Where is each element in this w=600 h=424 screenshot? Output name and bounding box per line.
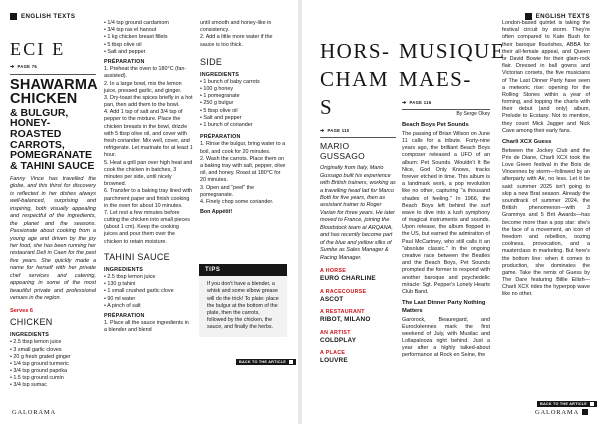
ingredient-item: • 1 bunch of coriander bbox=[200, 122, 253, 129]
back-to-article-right[interactable] bbox=[537, 392, 597, 410]
ingredient-item: • 20 g fresh grated ginger bbox=[10, 353, 71, 360]
header-right-label: ENGLISH TEXTS bbox=[535, 13, 590, 20]
ingredient-item: • 2.5 tbsp lemon juice bbox=[104, 273, 156, 280]
page-ref-label: PAGE 116 bbox=[409, 100, 432, 106]
favorite-value: ASCOT bbox=[320, 295, 344, 303]
footer-brand-right bbox=[535, 409, 588, 416]
serves-label: Serves 6 bbox=[10, 307, 34, 314]
preparation-step: 5. Heat a grill pan over high heat and cook the chicken in batches, 3 minutes per side, until nicely browned. bbox=[104, 159, 193, 188]
tahini-step-continued: until smooth and honey-like in consistency. bbox=[200, 20, 272, 34]
square-icon bbox=[590, 402, 594, 406]
arrow-right-icon: ➔ bbox=[320, 127, 325, 134]
square-icon bbox=[582, 409, 588, 415]
header-right bbox=[525, 13, 590, 20]
magazine-section-title: ECI E bbox=[10, 39, 66, 59]
divider bbox=[320, 137, 396, 138]
recipe-title: SHAWARMA CHICKEN bbox=[10, 76, 98, 108]
section-heading-tahini: TAHINI SAUCE bbox=[104, 251, 170, 262]
ingredient-item: • 5 tbsp olive oil bbox=[104, 41, 142, 48]
article-heading-2: The Last Dinner Party Nothing Matters bbox=[402, 300, 486, 314]
byline: By Serge Okey bbox=[456, 111, 490, 118]
ingredient-item: • 3 small garlic cloves bbox=[10, 346, 62, 353]
preparation-step: 3. Dry-toast the spices briefly in a hot pan, then add them to the bowl. bbox=[104, 94, 193, 109]
bon-appetit: Bon Appétit! bbox=[200, 209, 233, 216]
header-left-label: ENGLISH TEXTS bbox=[21, 13, 76, 20]
favorites-list bbox=[320, 268, 396, 366]
preparation-step: 3. Open and "peel" the pomegranate. bbox=[200, 184, 255, 198]
favorite-label: A HORSE bbox=[320, 268, 347, 275]
tahini-ingredients-label: INGREDIENTS bbox=[104, 266, 144, 273]
favorite-value: LOUVRE bbox=[320, 357, 348, 365]
recipe-subtitle: & BULGUR, HONEY-ROASTED CARROTS, POMEGRANATE & TAHINI SAUCE bbox=[10, 106, 95, 173]
favorite-label: A RACECOURSE bbox=[320, 288, 367, 295]
ingredient-item: • 3/4 tsp ras el hanout bbox=[104, 27, 157, 34]
ingredient-item: • 250 g bulgur bbox=[200, 100, 234, 107]
ingredient-item: • 1/4 tsp ground cardamom bbox=[104, 20, 169, 26]
tips-box bbox=[199, 264, 287, 337]
divider bbox=[402, 109, 490, 110]
left-page bbox=[0, 0, 298, 424]
page-ref-label: PAGE 76 bbox=[17, 64, 37, 70]
tahini-step-2: 2. Add a little more water if the sauce is too thick. bbox=[200, 34, 273, 48]
chef-intro: Fanny Vince has travelled the globe, and this thirst for discovery is reflected in her dishes always well-balanced, surprising and inspiring, both visually appealing and respectful of the ingredients, the planet and the seasons. Passionate about cooking from a young age and driven by the joy her food, she has been running her restaurant Deli in Caen for the past five years. She quickly made a name for herself with her private chef services and catering, appearing in some of the most beautiful private and professional venues in the region. bbox=[10, 175, 96, 302]
tahini-preparation-label: PRÉPARATION bbox=[104, 312, 145, 319]
page-ref[interactable] bbox=[10, 64, 96, 71]
preparation-step: 4. Finely chop some coriander. bbox=[200, 198, 274, 205]
article-body-3: London-based quintet is taking the festival circuit by storm. They're often compared to Kate Bush for their baroque flourishes, ABBA for their all-female appeal, and Queen or David Bowie for their glam-rock flair. Dressed in ball gowns and Victorian corsets, the five musicians of The Last Dinner Party have seen a meteoric rise: opening for the Rolling Stones within a year of forming, and topping the charts with their debut (and only) album, Prelude to Ecstasy. Not to mention, they count Mick Jagger and Nick Cave among their early fans. bbox=[502, 20, 590, 134]
article-body-4: Between the Jockey Club and the Prix de Diane, Charli XCX took the Love Green festival in the Bois de Vincennes by storm—followed by an afterparty with Air, no less. Let it be said: summer 2025 isn't going to skip a new Brat season. Already the soundtrack of summer 2024, the British phenomenon—with 3 Grammys and 5 Brit Awards—has become more than a pop star: she's the face of a movement, an icon of freedom and rebellion, oozing coolness, provocation, and a masterclass in marketing. But here's the bottom line: when it comes to production, she dominates the game. Take the remix of Guess by The Dare featuring Billie Eilish—Charli XCX rides the hyperpop wave like no other. bbox=[502, 147, 590, 298]
ingredients-label: INGREDIENTS bbox=[10, 332, 50, 339]
recipe-column-1 bbox=[10, 38, 96, 390]
ingredient-item: • 130 g tahini bbox=[104, 281, 136, 288]
ingredient-item: • 1 pomegranate bbox=[200, 93, 240, 100]
divider bbox=[10, 74, 96, 75]
footer-brand-left: GALORAMA bbox=[12, 409, 56, 416]
square-icon bbox=[525, 13, 532, 20]
back-to-article-button[interactable] bbox=[236, 359, 296, 365]
ingredient-item: • 1 kg chicken breast fillets bbox=[104, 34, 168, 41]
ingredient-item: • 90 ml water bbox=[104, 295, 136, 302]
interviewee-intro: Originally from Italy, Mario Gussago built his experience with British trainers, working as a travelling head lad for Marco Botti for five years, then as assistant trainer to Roger Varian for three years. He later moved to France, joining the Bloodstock team at ARQANA, and has recently become part of the blue and yellow silks of Sumbe as Sales Manager & Racing Manager. bbox=[320, 165, 396, 261]
preparation-step: 7. Let rest a few minutes before cutting the chicken into small pieces (about 1 cm). Keep the cooking juices and pour them over the chicken to retain moisture. bbox=[104, 209, 190, 245]
side-preparation-label: PRÉPARATION bbox=[200, 134, 241, 141]
preparation-step: 2. In a large bowl, mix the lemon juice, pressed garlic, and ginger. bbox=[104, 80, 182, 94]
square-icon bbox=[289, 360, 293, 364]
right-page bbox=[302, 0, 600, 424]
tips-heading: TIPS bbox=[199, 264, 287, 276]
interviewee-name: MARIO GUSSAGO bbox=[320, 141, 366, 161]
back-label: BACK TO THE ARTICLE bbox=[540, 402, 588, 406]
preparation-step: 4. Add 1 tsp of salt and 3/4 tsp of pepper to the mixture. Place the chicken breasts in the bowl, drizzle with 5 tbsp olive oil, and cover with fresh coriander. Mix well, cover, and refrigerate. Let marinate for at least 1 hour. bbox=[104, 109, 193, 159]
recipe-column-2 bbox=[104, 20, 193, 334]
page-ref[interactable] bbox=[402, 100, 490, 107]
ingredient-item: • 1 bunch of baby carrots bbox=[200, 78, 260, 85]
tahini-preparation-steps bbox=[104, 320, 193, 334]
preparation-step: 6. Transfer to a baking tray lined with parchment paper and finish cooking in the oven for about 10 minutes. bbox=[104, 188, 193, 209]
side-ingredients-label: INGREDIENTS bbox=[200, 71, 240, 78]
preparation-step: 1. Preheat the oven to 180°C (fan-assisted). bbox=[104, 66, 187, 80]
header-left bbox=[10, 13, 75, 20]
ingredient-item: • A pinch of salt bbox=[104, 302, 141, 309]
ingredient-item: • 1 small crushed garlic clove bbox=[104, 288, 174, 295]
favorite-label: AN ARTIST bbox=[320, 329, 351, 336]
ingredient-item: • Salt and pepper bbox=[200, 114, 242, 121]
article-heading-1: Beach Boys Pet Sounds bbox=[402, 122, 469, 129]
ingredient-item: • Salt and pepper bbox=[104, 48, 146, 55]
preparation-step: 2. Wash the carrots. Place them on a baking tray with salt, pepper, olive oil, and honey. Roast at 180°C for 20 minutes. bbox=[200, 155, 286, 184]
footer-brand-right-label: GALORAMA bbox=[535, 409, 579, 416]
side-ingredients-list bbox=[200, 79, 288, 129]
ingredients-list-continued bbox=[104, 20, 193, 56]
section-heading-side: SIDE bbox=[200, 56, 223, 67]
tips-body: If you don't have a blender, a whisk and some elbow grease will do the trick! To plate: place the bulgur at the bottom of the plate, then the carrots, followed by the chicken, the sauce, and finally the herbs. bbox=[207, 281, 279, 331]
favorite-value: RIBOT, MILANO bbox=[320, 316, 371, 324]
back-to-article-button[interactable] bbox=[537, 401, 597, 407]
page-ref-label: PAGE 110 bbox=[327, 128, 350, 134]
arrow-right-icon: ➔ bbox=[402, 99, 407, 106]
ingredient-item: • 100 g honey bbox=[200, 86, 234, 93]
preparation-step: 1. Rinse the bulgur, bring water to a boil, and cook for 20 minutes. bbox=[200, 141, 286, 155]
article-body-1: The passing of Brian Wilson on June 11 calls for a tribute. Forty-nine years ago, the brilliant Beach Boys composer released a UFO of an album: Pet Sounds. Wouldn't It Be Nice, God Only Knows, tracks forever etched in time. This album is a landmark work, a pop revolution like no other, capturing "a thousand shades of feeling." In 1966, the Beach Boys left behind the surf wave to dive into a lush symphony of magical instruments and sounds. Upon release, the album flopped in the US, but earned the admiration of Paul McCartney, who still calls it an "absolute classic." In the ongoing creative race between the Beatles and the Beach Boys, Pet Sounds prompted the former to respond with another baroque and psychedelic miracle: Sgt. Pepper's Lonely Hearts Club Band. bbox=[402, 130, 490, 295]
magazine-section-title: HORS- CHAM S bbox=[320, 39, 391, 119]
preparation-label: PRÉPARATION bbox=[104, 58, 145, 65]
ingredient-item: • 5 tbsp olive oil bbox=[200, 107, 238, 114]
ingredient-item: • 1/4 tsp ground turmeric bbox=[10, 360, 69, 367]
recipe-column-3 bbox=[200, 20, 288, 216]
back-to-article-left[interactable] bbox=[236, 350, 296, 368]
section-heading-chicken: CHICKEN bbox=[10, 317, 53, 328]
square-icon bbox=[10, 13, 17, 20]
preparation-step: 1. Place all the sauce ingredients in a blender and blend bbox=[104, 320, 189, 334]
favorite-label: A PLACE bbox=[320, 350, 346, 357]
ingredient-item: • 3/4 tsp sumac bbox=[10, 382, 47, 389]
favorite-value: EURO CHARLINE bbox=[320, 275, 376, 283]
article-heading-3: Charli XCX Guess bbox=[502, 139, 552, 145]
favorite-value: COLDPLAY bbox=[320, 336, 357, 344]
preparation-steps bbox=[104, 66, 193, 246]
ingredients-list bbox=[10, 339, 96, 389]
favorite-label: A RESTAURANT bbox=[320, 309, 365, 316]
page-ref[interactable] bbox=[320, 128, 396, 135]
tahini-ingredients-list bbox=[104, 274, 193, 310]
ingredient-item: • 3/4 tsp ground paprika bbox=[10, 368, 68, 375]
arrow-right-icon: ➔ bbox=[10, 63, 15, 70]
music-column-2 bbox=[502, 20, 590, 299]
side-preparation-steps bbox=[200, 141, 288, 206]
magazine-section-title-2: MUSIQUE MAES- bbox=[399, 39, 506, 91]
ingredient-item: • 1.5 tsp ground cumin bbox=[10, 375, 64, 382]
ingredient-item: • 2.5 tbsp lemon juice bbox=[10, 339, 62, 346]
back-label: BACK TO THE ARTICLE bbox=[239, 360, 287, 364]
music-column bbox=[399, 38, 506, 360]
interview-column bbox=[320, 38, 396, 371]
article-body-2: Garorock, Beauregard, and Eurockéennes mark the first weekend of July, with Musilac and Lollapalooza right behind. Just a year after a highly talked-about performance at Rock en Seine, the bbox=[402, 316, 490, 359]
